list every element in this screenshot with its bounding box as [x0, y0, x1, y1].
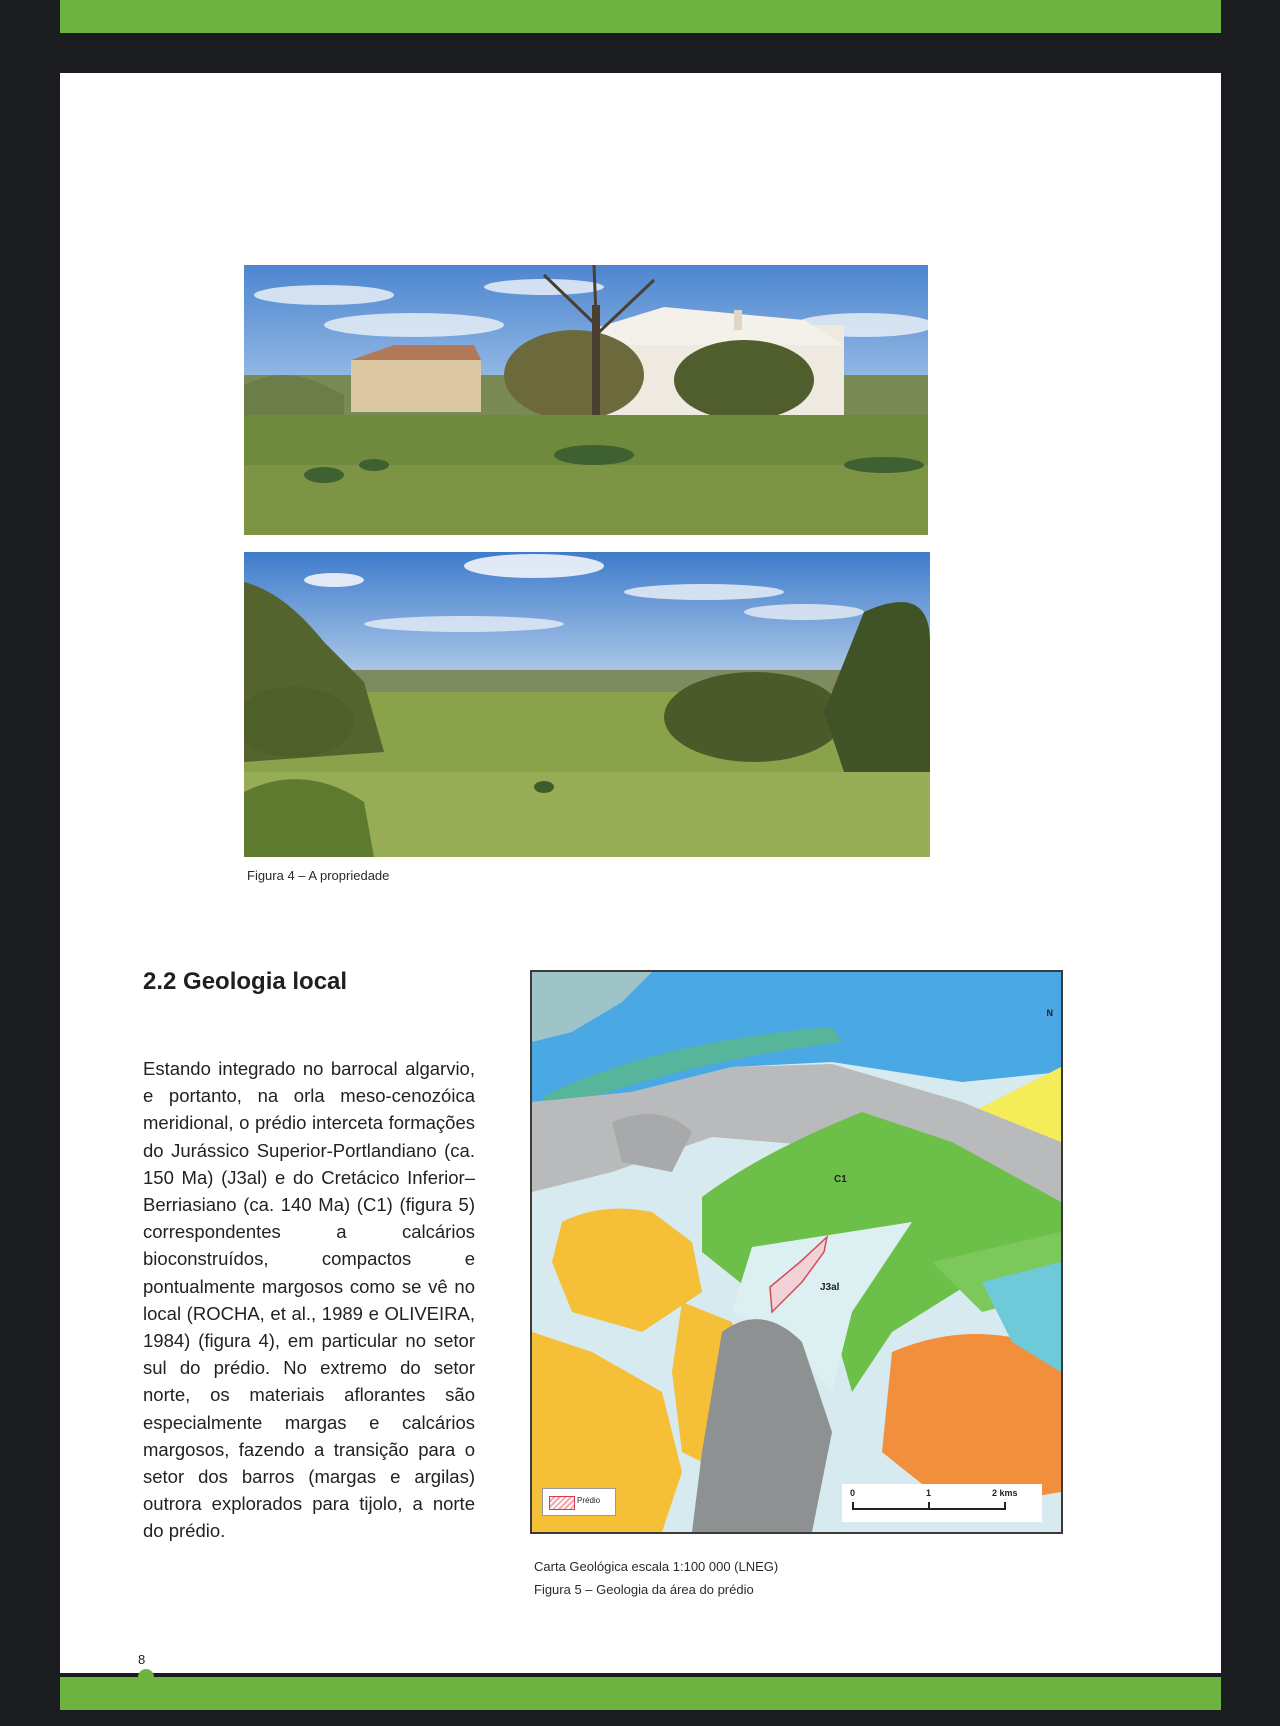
scale-label-0: 0	[850, 1488, 856, 1498]
photo-farmhouse	[244, 265, 928, 535]
scale-label-2: 2 kms	[992, 1488, 1018, 1498]
map-label-c1: C1	[834, 1174, 847, 1185]
figure-5-caption: Figura 5 – Geologia da área do prédio	[534, 1582, 754, 1597]
north-arrow-icon	[1047, 1008, 1054, 1018]
map-label-j3al: J3al	[820, 1282, 840, 1293]
legend-swatch-property	[549, 1496, 575, 1510]
map-scale-bar	[842, 1484, 1042, 1522]
north-label: N	[1046, 1008, 1053, 1018]
top-accent-bar	[60, 0, 1221, 33]
legend-label: Prédio	[577, 1496, 601, 1505]
map-legend	[542, 1488, 616, 1516]
geological-map	[530, 970, 1063, 1534]
scale-label-1: 1	[926, 1488, 932, 1498]
scale-tick-0	[852, 1502, 854, 1510]
figure-5-source: Carta Geológica escala 1:100 000 (LNEG)	[534, 1559, 779, 1574]
photo-landscape	[244, 552, 930, 857]
section-heading: 2.2 Geologia local	[143, 968, 348, 995]
page-number: 8	[138, 1652, 146, 1667]
figure-4-caption: Figura 4 – A propriedade	[247, 868, 390, 883]
scale-tick-2	[1004, 1502, 1006, 1510]
bottom-accent-bar	[60, 1677, 1221, 1710]
section-body-paragraph: Estando integrado no barrocal algarvio, e portanto, na orla meso-cenozóica meridional, o prédio interceta formações do Jurássico Superior-Portlandiano (ca. 150 Ma) (J3al) e do Cretácico Inferior–Berriasiano (ca. 140 Ma) (C1) (figura 5) correspondentes a calcários bioconstruídos, compactos e pontualmente margosos como se vê no local (ROCHA, et al., 1989 e OLIVEIRA, 1984) (figura 4), em particular no setor sul do prédio. No extremo do setor norte, os materiais aflorantes são especialmente margas e calcários margosos, fazendo a transição para o setor dos barros (margas e argilas) outrora explorados para tijolo, a norte do prédio.	[143, 1058, 475, 1542]
scale-tick-1	[928, 1502, 930, 1510]
